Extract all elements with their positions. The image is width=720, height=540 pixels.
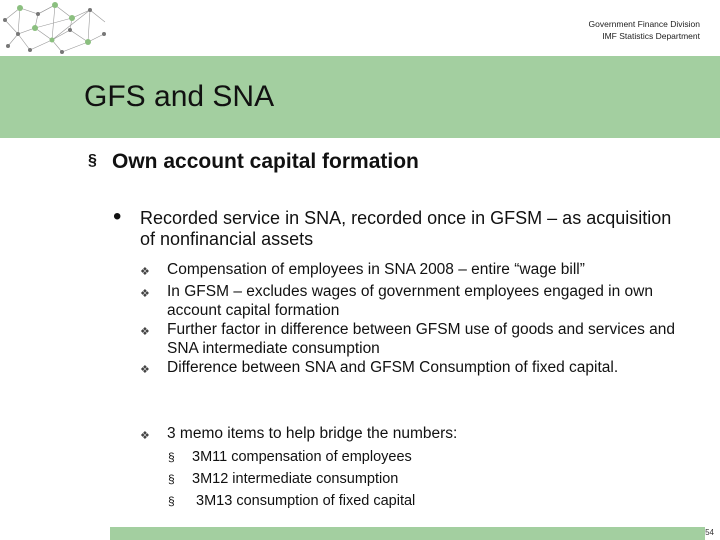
- memo-item-text: 3M13 consumption of fixed capital: [192, 493, 416, 509]
- bullet-level2: [113, 203, 673, 250]
- diamond-bullet-icon: ❖: [140, 266, 150, 278]
- list-item-text: Compensation of employees in SNA 2008 – entire “wage bill”: [167, 261, 585, 278]
- page-number: 54: [705, 528, 714, 537]
- square-bullet-icon: §: [88, 152, 97, 169]
- diamond-bullet-icon: ❖: [140, 288, 150, 300]
- memo-intro-text: 3 memo items to help bridge the numbers:: [167, 425, 458, 442]
- memo-item-text: 3M11 compensation of employees: [192, 449, 412, 465]
- footer-bar: [110, 527, 705, 540]
- bullet-level1: [88, 150, 419, 174]
- organization-label: [589, 18, 701, 42]
- list-item: [140, 358, 700, 380]
- list-item-text: Further factor in difference between GFSM use of goods and services and SNA intermediate consumption: [167, 321, 676, 357]
- list-item: [140, 424, 700, 446]
- memo-bullet: [140, 424, 700, 446]
- bullet-level1-text: Own account capital formation: [112, 150, 419, 173]
- square-bullet-icon: §: [168, 450, 175, 464]
- square-bullet-icon: §: [168, 472, 175, 486]
- list-item: [140, 282, 700, 320]
- org-division: Government Finance Division: [588, 19, 700, 29]
- dot-bullet-icon: •: [113, 203, 122, 230]
- org-department: IMF Statistics Department: [602, 31, 700, 41]
- network-logo-icon: [0, 0, 110, 56]
- memo-items-list: [168, 446, 608, 512]
- list-item: [140, 260, 700, 282]
- list-item: [168, 490, 608, 512]
- diamond-bullet-icon: ❖: [140, 326, 150, 338]
- list-item-text: Difference between SNA and GFSM Consumption of fixed capital.: [167, 359, 619, 376]
- memo-item-text: 3M12 intermediate consumption: [192, 471, 399, 487]
- list-item: [140, 320, 700, 358]
- bullet-level2-text: Recorded service in SNA, recorded once in GFSM – as acquisition of nonfinancial assets: [140, 208, 672, 249]
- list-item: [168, 468, 608, 490]
- slide-title: GFS and SNA: [84, 80, 275, 113]
- list-item: [168, 446, 608, 468]
- diamond-bullet-icon: ❖: [140, 430, 150, 442]
- diamond-bullet-icon: ❖: [140, 364, 150, 376]
- square-bullet-icon: §: [168, 494, 175, 508]
- list-item-text: In GFSM – excludes wages of government employees engaged in own account capital formation: [167, 283, 653, 319]
- sub-bullet-list: [140, 260, 700, 380]
